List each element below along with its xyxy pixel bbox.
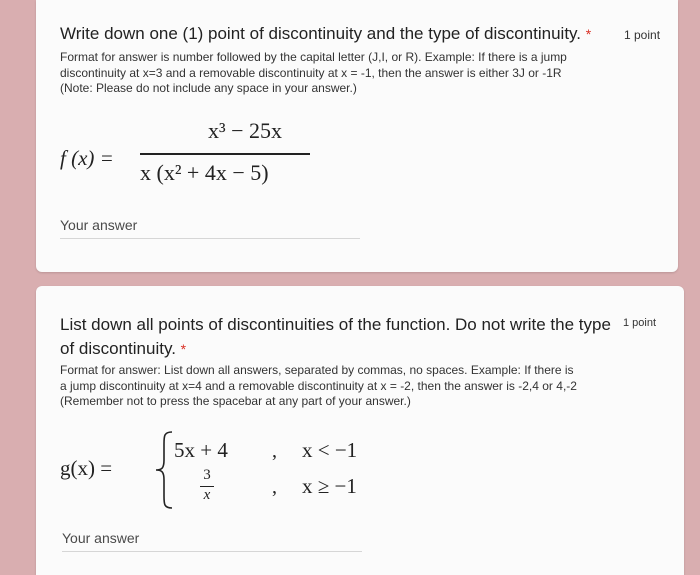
format-line: a jump discontinuity at x=4 and a removable discontinuity at x = -2, then the answer is -2,4 or 4,-2 [60, 378, 577, 393]
format-instructions [60, 363, 660, 410]
format-line: (Note: Please do not include any space in your answer.) [60, 81, 357, 95]
format-line: Format for answer: List down all answers, separated by commas, no spaces. Example: If there is [60, 363, 574, 377]
answer-input[interactable]: Your answer [62, 530, 140, 546]
fraction-denominator: x (x² + 4x − 5) [140, 160, 269, 185]
answer-input[interactable]: Your answer [60, 217, 138, 233]
question-card-2 [36, 286, 684, 575]
fraction-numerator: x³ − 25x [207, 118, 282, 143]
question-card-1 [36, 0, 678, 272]
required-asterisk: * [180, 341, 187, 357]
points-label: 1 point [623, 317, 657, 329]
fraction-bar [140, 153, 310, 155]
function-lhs: f (x) = [60, 146, 114, 170]
points-label: 1 point [624, 28, 661, 42]
piece1-condition: x < −1 [302, 438, 358, 462]
piece2-numerator: 3 [203, 467, 211, 483]
question-title-line: of discontinuity. [60, 339, 176, 358]
question-title [60, 313, 630, 361]
format-line: Format for answer is number followed by the capital letter (J,I, or R). Example: If there is a jump [60, 50, 567, 64]
piecewise-brace [154, 430, 176, 510]
piece-separator: , [272, 440, 277, 462]
piece-separator: , [272, 476, 277, 498]
piece2-denominator: x [203, 487, 211, 503]
question-title-line: List down all points of discontinuities of the function. Do not write the type [60, 315, 611, 334]
answer-input-underline [62, 551, 362, 552]
format-line: discontinuity at x=3 and a removable discontinuity at x = -1, then the answer is either 3J or -1R [60, 65, 562, 80]
function-lhs: g(x) = [60, 456, 113, 480]
format-instructions [60, 50, 660, 97]
required-asterisk: * [585, 26, 592, 42]
piece1-expression: 5x + 4 [174, 438, 228, 462]
piece2-condition: x ≥ −1 [302, 474, 357, 498]
question-title-text: Write down one (1) point of discontinuity and the type of discontinuity. [60, 24, 581, 43]
format-line: (Remember not to press the spacebar at any part of your answer.) [60, 394, 411, 408]
question-title [60, 22, 620, 46]
answer-input-underline [60, 238, 360, 239]
